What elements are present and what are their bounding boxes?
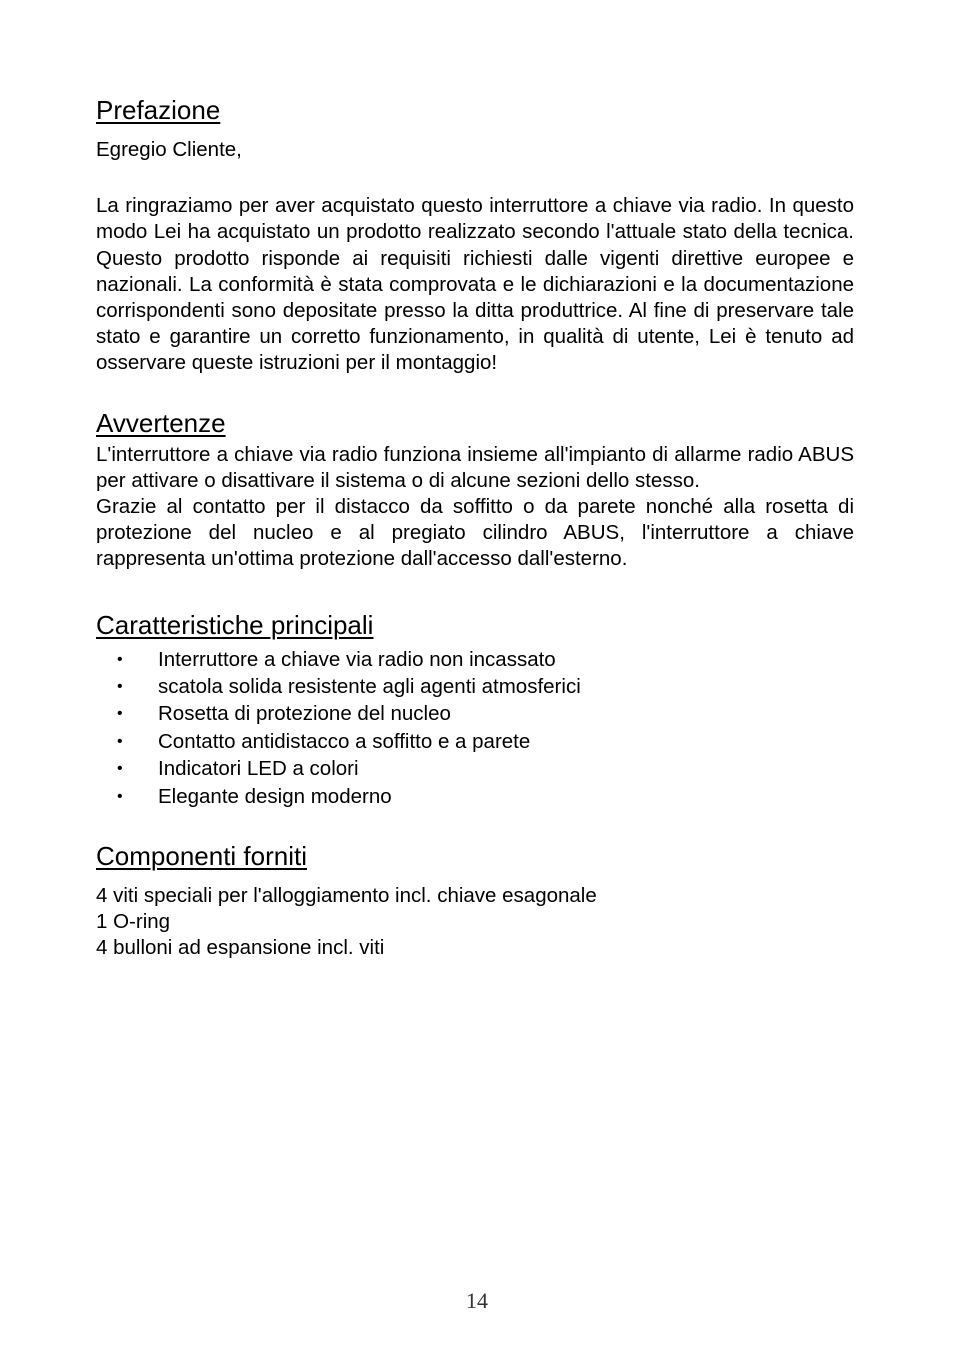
list-item [96, 700, 854, 727]
list-item [96, 755, 854, 782]
list-item-text: Contatto antidistacco a soffitto e a parete [158, 729, 531, 753]
list-item-text: scatola solida resistente agli agenti atmosferici [158, 675, 581, 699]
component-line: 4 bulloni ad espansione incl. viti [96, 936, 385, 960]
bullet-icon: • [117, 760, 123, 778]
bullet-icon: • [117, 705, 123, 723]
prefazione-body: La ringraziamo per aver acquistato questo interruttore a chiave via radio. In questo modo Lei ha acquistato un prodotto realizzato secondo l'attuale stato della tecnica. Questo prodotto risponde ai requisiti richiesti dalle vigenti direttive europee e nazionali. La conformità è stata comprovata e le dichiarazioni e la documentazione corrispondenti sono depositate presso la ditta produttrice. Al fine di preservare tale stato e garantire un corretto funzionamento, in qualità di utente, Lei è tenuto ad osservare queste istruzioni per il montaggio! [96, 194, 854, 375]
bullet-icon: • [117, 732, 123, 750]
list-item [96, 646, 854, 673]
component-line: 1 O-ring [96, 910, 171, 934]
section-title-prefazione: Prefazione [96, 95, 221, 125]
list-item-text: Rosetta di protezione del nucleo [158, 702, 451, 726]
section-title-caratteristiche: Caratteristiche principali [96, 609, 374, 640]
features-list [96, 646, 854, 810]
list-item [96, 783, 854, 810]
component-line: 4 viti speciali per l'alloggiamento incl. chiave esagonale [96, 884, 597, 908]
avvertenze-paragraph-2: Grazie al contatto per il distacco da soffitto o da parete nonché alla rosetta di protezione del nucleo e al pregiato cilindro ABUS, l'interruttore a chiave rappresenta un'ottima protezione dall'accesso dall'esterno. [96, 495, 854, 571]
list-item-text: Elegante design moderno [158, 784, 392, 808]
bullet-icon: • [117, 650, 123, 668]
document-page [96, 94, 854, 962]
bullet-icon: • [117, 678, 123, 696]
section-prefazione [96, 94, 854, 377]
list-item [96, 673, 854, 700]
greeting: Egregio Cliente, [96, 138, 242, 161]
list-item-text: Interruttore a chiave via radio non incassato [158, 647, 556, 671]
list-item-text: Indicatori LED a colori [158, 757, 359, 781]
avvertenze-paragraph-1: L'interruttore a chiave via radio funziona insieme all'impianto di allarme radio ABUS per attivare o disattivare il sistema o di alcune sezioni dello stesso. [96, 442, 854, 492]
page-number: 14 [466, 1288, 488, 1313]
section-title-avvertenze: Avvertenze [96, 407, 226, 438]
section-avvertenze [96, 407, 854, 573]
bullet-icon: • [117, 787, 123, 805]
section-caratteristiche [96, 609, 854, 810]
section-title-componenti: Componenti forniti [96, 841, 307, 872]
section-componenti [96, 840, 854, 962]
list-item [96, 728, 854, 755]
